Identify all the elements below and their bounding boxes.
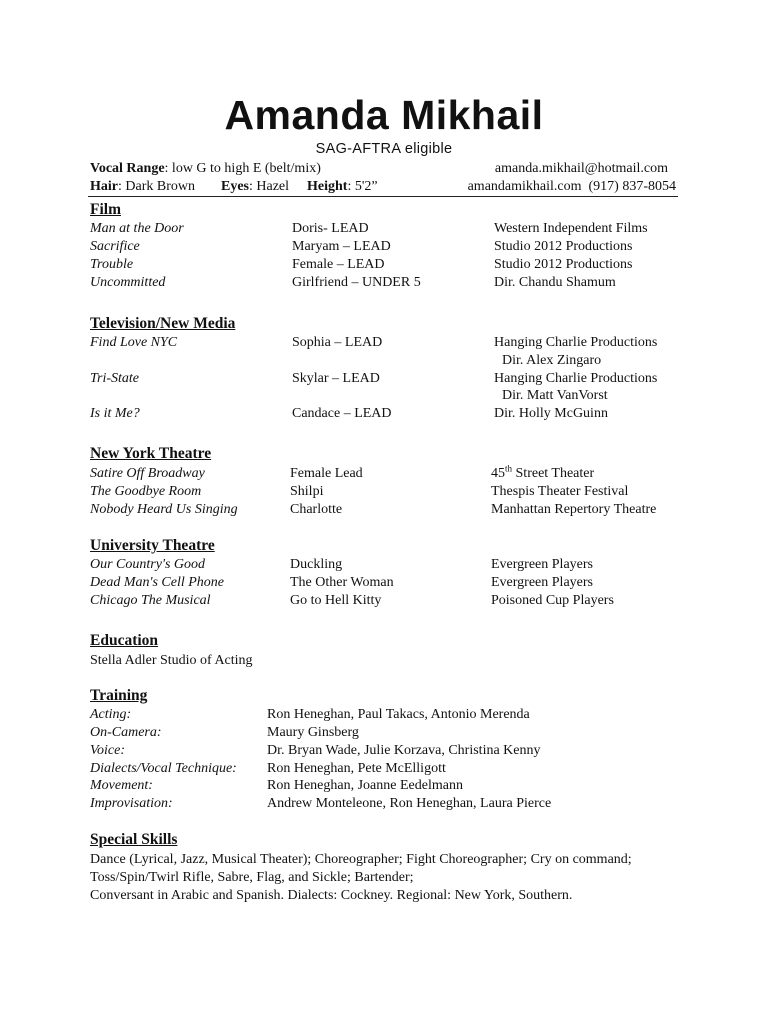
film-heading: Film — [90, 201, 121, 218]
tv-heading: Television/New Media — [90, 315, 236, 332]
training-row — [90, 724, 690, 742]
credit-row — [90, 483, 690, 501]
training-teachers: Dr. Bryan Wade, Julie Korzava, Christina Kenny — [267, 743, 541, 758]
credit-row — [90, 274, 690, 292]
credit-row — [90, 574, 690, 592]
email-address[interactable]: amanda.mikhail@hotmail.com — [494, 161, 668, 176]
training-label: Dialects/Vocal Technique: — [90, 761, 237, 776]
company-number: 45 — [491, 466, 505, 481]
training-teachers: Andrew Monteleone, Ron Heneghan, Laura Pierce — [267, 796, 552, 811]
training-row — [90, 706, 690, 724]
education-heading: Education — [90, 632, 159, 649]
credit-title: Dead Man's Cell Phone — [90, 575, 225, 590]
credit-company: Evergreen Players — [491, 557, 593, 572]
contact-line-1 — [90, 160, 676, 178]
eyes-value: : Hazel — [249, 179, 290, 194]
height-label: Height — [307, 179, 348, 194]
vocal-range-value: : low G to high E (belt/mix) — [164, 161, 321, 176]
training-label: On-Camera: — [90, 725, 162, 740]
training-teachers: Maury Ginsberg — [267, 725, 359, 740]
credit-title: Sacrifice — [90, 239, 140, 254]
training-row — [90, 760, 690, 778]
training-label: Movement: — [90, 778, 153, 793]
training-label: Improvisation: — [90, 796, 173, 811]
credit-director: Dir. Alex Zingaro — [502, 353, 602, 368]
credit-company: Manhattan Repertory Theatre — [491, 502, 657, 517]
credit-row — [90, 256, 690, 274]
credit-title: Tri-State — [90, 371, 140, 386]
credit-title: Find Love NYC — [90, 335, 178, 350]
skills-line: Toss/Spin/Twirl Rifle, Sabre, Flag, and Sickle; Bartender; — [90, 870, 414, 885]
credit-title: Man at the Door — [90, 221, 184, 236]
contact-line-2 — [90, 178, 676, 196]
university-heading: University Theatre — [90, 537, 215, 554]
credit-company: Dir. Chandu Shamum — [494, 275, 616, 290]
credit-row — [90, 220, 690, 238]
credit-row — [90, 334, 690, 352]
credit-company: Hanging Charlie Productions — [494, 335, 658, 350]
credit-title: Is it Me? — [90, 406, 140, 421]
actor-name: Amanda Mikhail — [224, 92, 544, 138]
physical-stats — [90, 178, 378, 196]
skills-heading: Special Skills — [90, 831, 178, 848]
credit-role: Candace – LEAD — [292, 406, 392, 421]
credit-role: Shilpi — [290, 484, 324, 499]
vocal-range-label: Vocal Range — [90, 161, 165, 176]
credit-title: Nobody Heard Us Singing — [90, 502, 238, 517]
credit-company: Studio 2012 Productions — [494, 239, 633, 254]
header-divider — [88, 196, 678, 197]
credit-role: Duckling — [290, 557, 343, 572]
training-label: Acting: — [90, 707, 132, 722]
height-value: : 5'2” — [347, 179, 378, 194]
ny-theatre-heading: New York Theatre — [90, 445, 212, 462]
credit-title: Uncommitted — [90, 275, 166, 290]
website-phone[interactable]: amandamikhail.com (917) 837-8054 — [467, 179, 676, 194]
credit-title: Chicago The Musical — [90, 593, 211, 608]
skills-line: Conversant in Arabic and Spanish. Dialects: Cockney. Regional: New York, Southern. — [90, 888, 573, 903]
credit-title: Our Country's Good — [90, 557, 206, 572]
credit-role: Female – LEAD — [292, 257, 385, 272]
credit-company: Hanging Charlie Productions — [494, 371, 658, 386]
training-label: Voice: — [90, 743, 125, 758]
training-row — [90, 777, 690, 795]
credit-company: Studio 2012 Productions — [494, 257, 633, 272]
credit-company: Dir. Holly McGuinn — [494, 406, 608, 421]
credit-company — [491, 465, 594, 483]
credit-row — [90, 405, 690, 423]
hair-label: Hair — [90, 179, 118, 194]
credit-role: The Other Woman — [290, 575, 394, 590]
credit-row — [90, 465, 690, 483]
training-heading: Training — [90, 687, 148, 704]
credit-role: Maryam – LEAD — [292, 239, 391, 254]
vocal-range — [90, 160, 321, 178]
credit-row — [90, 501, 690, 519]
credit-row — [90, 238, 690, 256]
training-teachers: Ron Heneghan, Pete McElligott — [267, 761, 446, 776]
eyes-label: Eyes — [221, 179, 249, 194]
credit-role: Go to Hell Kitty — [290, 593, 382, 608]
credit-title: Satire Off Broadway — [90, 466, 205, 481]
credit-company: Poisoned Cup Players — [491, 593, 614, 608]
training-row — [90, 795, 690, 813]
credit-title: Trouble — [90, 257, 134, 272]
credit-company: Western Independent Films — [494, 221, 648, 236]
credit-company: Evergreen Players — [491, 575, 593, 590]
hair-value: : Dark Brown — [118, 179, 195, 194]
company-ordinal: th — [505, 463, 513, 474]
credit-role: Female Lead — [290, 466, 363, 481]
credit-title: The Goodbye Room — [90, 484, 202, 499]
credit-role: Sophia – LEAD — [292, 335, 383, 350]
union-status: SAG-AFTRA eligible — [315, 141, 453, 157]
training-row — [90, 742, 690, 760]
credit-director: Dir. Matt VanVorst — [502, 388, 608, 403]
skills-line: Dance (Lyrical, Jazz, Musical Theater); Choreographer; Fight Choreographer; Cry on command; — [90, 852, 632, 867]
credit-role: Girlfriend – UNDER 5 — [292, 275, 421, 290]
training-teachers: Ron Heneghan, Joanne Eedelmann — [267, 778, 463, 793]
credit-role: Doris- LEAD — [292, 221, 369, 236]
credit-company: Thespis Theater Festival — [491, 484, 629, 499]
company-rest: Street Theater — [512, 466, 595, 481]
training-teachers: Ron Heneghan, Paul Takacs, Antonio Merenda — [267, 707, 530, 722]
credit-role: Charlotte — [290, 502, 343, 517]
credit-row — [90, 592, 690, 610]
credit-row — [90, 370, 690, 388]
education-school: Stella Adler Studio of Acting — [90, 653, 253, 668]
credit-role: Skylar – LEAD — [292, 371, 380, 386]
credit-row — [90, 556, 690, 574]
